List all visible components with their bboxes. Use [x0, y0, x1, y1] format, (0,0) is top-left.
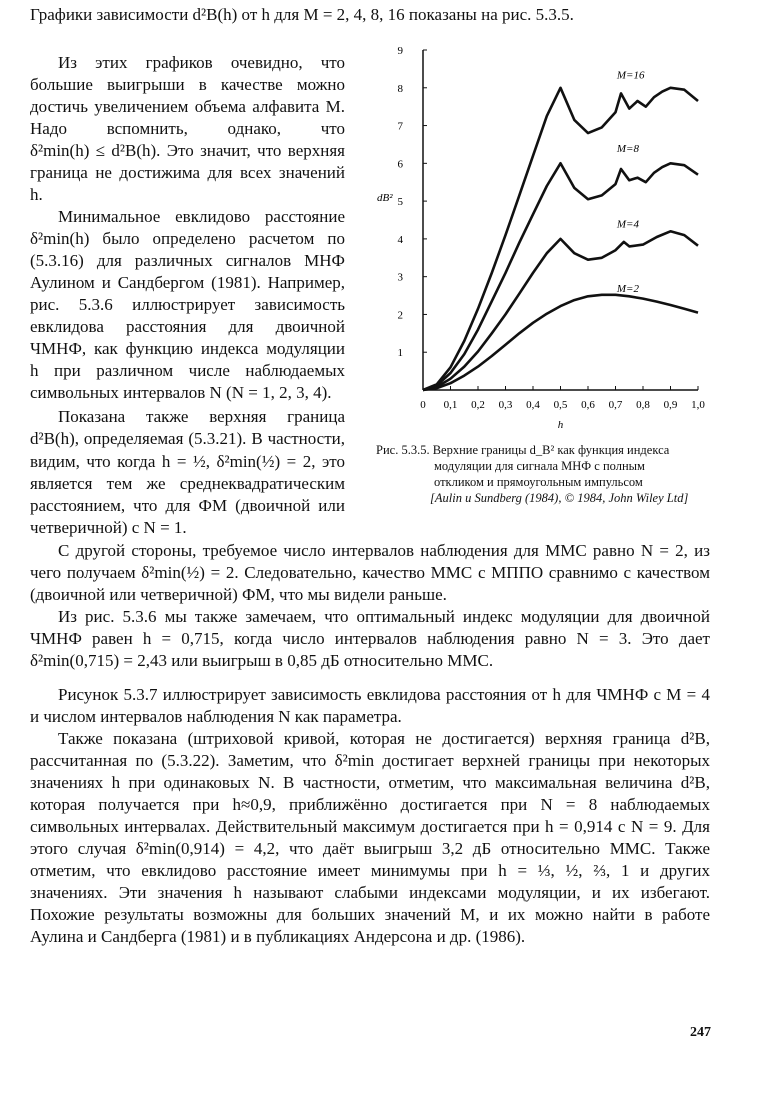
y-tick-label: 9 — [397, 45, 403, 57]
body-line: ЧМНФ равен h = 0,715, когда число интервалов наблюдения равно N = 3. Это дает — [30, 629, 710, 648]
y-tick-label: 7 — [397, 120, 403, 133]
left-col-line: рис. 5.3.6 иллюстрирует зависимость — [30, 295, 345, 314]
left-col-line: h при различном числе наблюдаемых — [30, 361, 345, 380]
left-col-line: большие выигрыши в качестве можно — [30, 75, 345, 94]
left-col-line: достичь увеличением объема алфавита M. — [30, 97, 345, 116]
left-col-line: ЧМНФ, как функцию индекса модуляции — [30, 339, 345, 358]
series-label: M=2 — [616, 282, 639, 295]
left-col-line: Аулином и Сандбергом (1981). Например, — [30, 273, 345, 292]
y-axis-label: dB² — [377, 192, 393, 205]
figure-5-3-5 — [368, 40, 718, 430]
left-col-line: Надо вспомнить, однако, что — [30, 119, 345, 138]
caption-line: Рис. 5.3.5. Верхние границы d_B² как функция индекса — [376, 443, 670, 457]
caption-line: [Aulin и Sundberg (1984), © 1984, John Wiley Ltd] — [430, 491, 689, 505]
x-tick-label: 1,0 — [691, 399, 705, 411]
left-col-line: h. — [30, 185, 43, 204]
body-line: и числом интервалов наблюдения N как параметра. — [30, 707, 402, 726]
x-tick-label: 0,1 — [443, 399, 458, 411]
left-col-line: δ²min(h) было определено расчетом по — [30, 229, 345, 248]
left-col-line: граница не достижима для всех значений — [30, 163, 345, 182]
x-axis-label: h — [557, 419, 564, 430]
body-line: значениях. Эти значения h называют слабыми индексами модуляции, и их избегают. — [30, 883, 710, 902]
body-line: значениях h при одинаковых N. В частности, отметим, что максимальная величина d²B, — [30, 773, 710, 792]
page-number: 247 — [690, 1025, 711, 1040]
series-label: M=8 — [616, 143, 639, 155]
left-col-line: Минимальное евклидово расстояние — [58, 207, 345, 226]
x-tick-label: 0,7 — [608, 399, 623, 411]
body-line: рассчитанная по (5.3.22). Заметим, что δ²min достигает верхней границы при некоторых — [30, 751, 710, 770]
left-col-line: четверичной) с N = 1. — [30, 518, 187, 537]
y-tick-label: 8 — [397, 82, 403, 95]
series-label: M=16 — [616, 69, 645, 82]
body-line: символьных интервалах. Действительный максимум достигается при h = 0,914 с N = 9. Для — [30, 817, 710, 836]
left-col-line: является тем же среднеквадратическим — [30, 474, 345, 493]
x-tick-label: 0,5 — [553, 399, 568, 411]
body-line: Аулина и Сандберга (1981) и в публикациях Андерсона и др. (1986). — [30, 927, 526, 946]
body-line: С другой стороны, требуемое число интервалов наблюдения для ММС равно N = 2, из — [58, 541, 710, 560]
body-line: Из рис. 5.3.6 мы также замечаем, что оптимальный индекс модуляции для двоичной — [58, 607, 710, 626]
left-col-line: евклидова расстояния для двоичной — [30, 317, 345, 336]
caption-line: модуляции для сигнала МНФ с полным — [434, 459, 645, 473]
x-tick-label: 0,6 — [581, 399, 595, 411]
x-tick-label: 0,3 — [498, 399, 513, 411]
y-tick-label: 3 — [397, 271, 403, 284]
left-col-line: (5.3.16) для различных сигналов МНФ — [30, 251, 345, 270]
body-line: этого случая δ²min(0,914) = 4,2, что даёт выигрыш 3,2 дБ относительно ММС. Также — [30, 839, 710, 858]
heading: Графики зависимости d²B(h) от h для M = 2, 4, 8, 16 показаны на рис. 5.3.5. — [30, 5, 574, 24]
y-tick-label: 6 — [397, 158, 403, 171]
y-tick-label: 5 — [397, 196, 403, 209]
x-tick-label: 0,4 — [526, 399, 540, 411]
x-tick-label: 0,2 — [471, 399, 485, 411]
series-label: M=4 — [616, 218, 639, 231]
body-line: (двоичной или четверичной) ФМ, что мы видели раньше. — [30, 585, 447, 604]
left-col-line: d²B(h), определяемая (5.3.21). В частности, — [30, 429, 345, 448]
y-tick-label: 4 — [397, 233, 403, 246]
left-col-line: видим, что когда h = ½, δ²min(½) = 2, это — [30, 452, 345, 471]
x-tick-label: 0,8 — [636, 399, 650, 411]
body-line: Похожие результаты возможны для больших значений M, и их можно найти в работе — [30, 905, 710, 924]
left-col-line: Показана также верхняя граница — [58, 407, 345, 426]
x-tick-label: 0,9 — [663, 399, 678, 411]
body-line: Также показана (штриховой кривой, которая не достигается) верхняя граница d²B, — [58, 729, 710, 748]
y-tick-label: 2 — [397, 309, 403, 322]
caption-line: откликом и прямоугольным импульсом — [434, 475, 643, 489]
series-line-m-8 — [423, 163, 698, 390]
series-line-m-4 — [423, 231, 698, 390]
x-tick-label: 0 — [420, 399, 426, 411]
body-line: которая получается при h≈0,9, приближённо достигается при N = 8 наблюдаемых — [30, 795, 710, 814]
body-line: отметим, что евклидово расстояние имеет минимумы при h = ⅓, ½, ⅔, 1 и других — [30, 861, 710, 880]
y-tick-label: 1 — [397, 347, 403, 360]
left-col-line: символьных интервалов N (N = 1, 2, 3, 4). — [30, 383, 332, 402]
left-col-line: расстоянием, что для ФМ (двоичной или — [30, 496, 345, 515]
body-line: чего получаем δ²min(½) = 2. Следовательно, качество ММС с МППО сравнимо с качеством — [30, 563, 710, 582]
left-col-line: δ²min(h) ≤ d²B(h). Это значит, что верхняя — [30, 141, 345, 160]
body-line: δ²min(0,715) = 2,43 или выигрыш в 0,85 дБ относительно ММС. — [30, 651, 494, 670]
left-col-line: Из этих графиков очевидно, что — [58, 53, 345, 72]
body-line: Рисунок 5.3.7 иллюстрирует зависимость евклидова расстояния от h для ЧМНФ с M = 4 — [58, 685, 710, 704]
